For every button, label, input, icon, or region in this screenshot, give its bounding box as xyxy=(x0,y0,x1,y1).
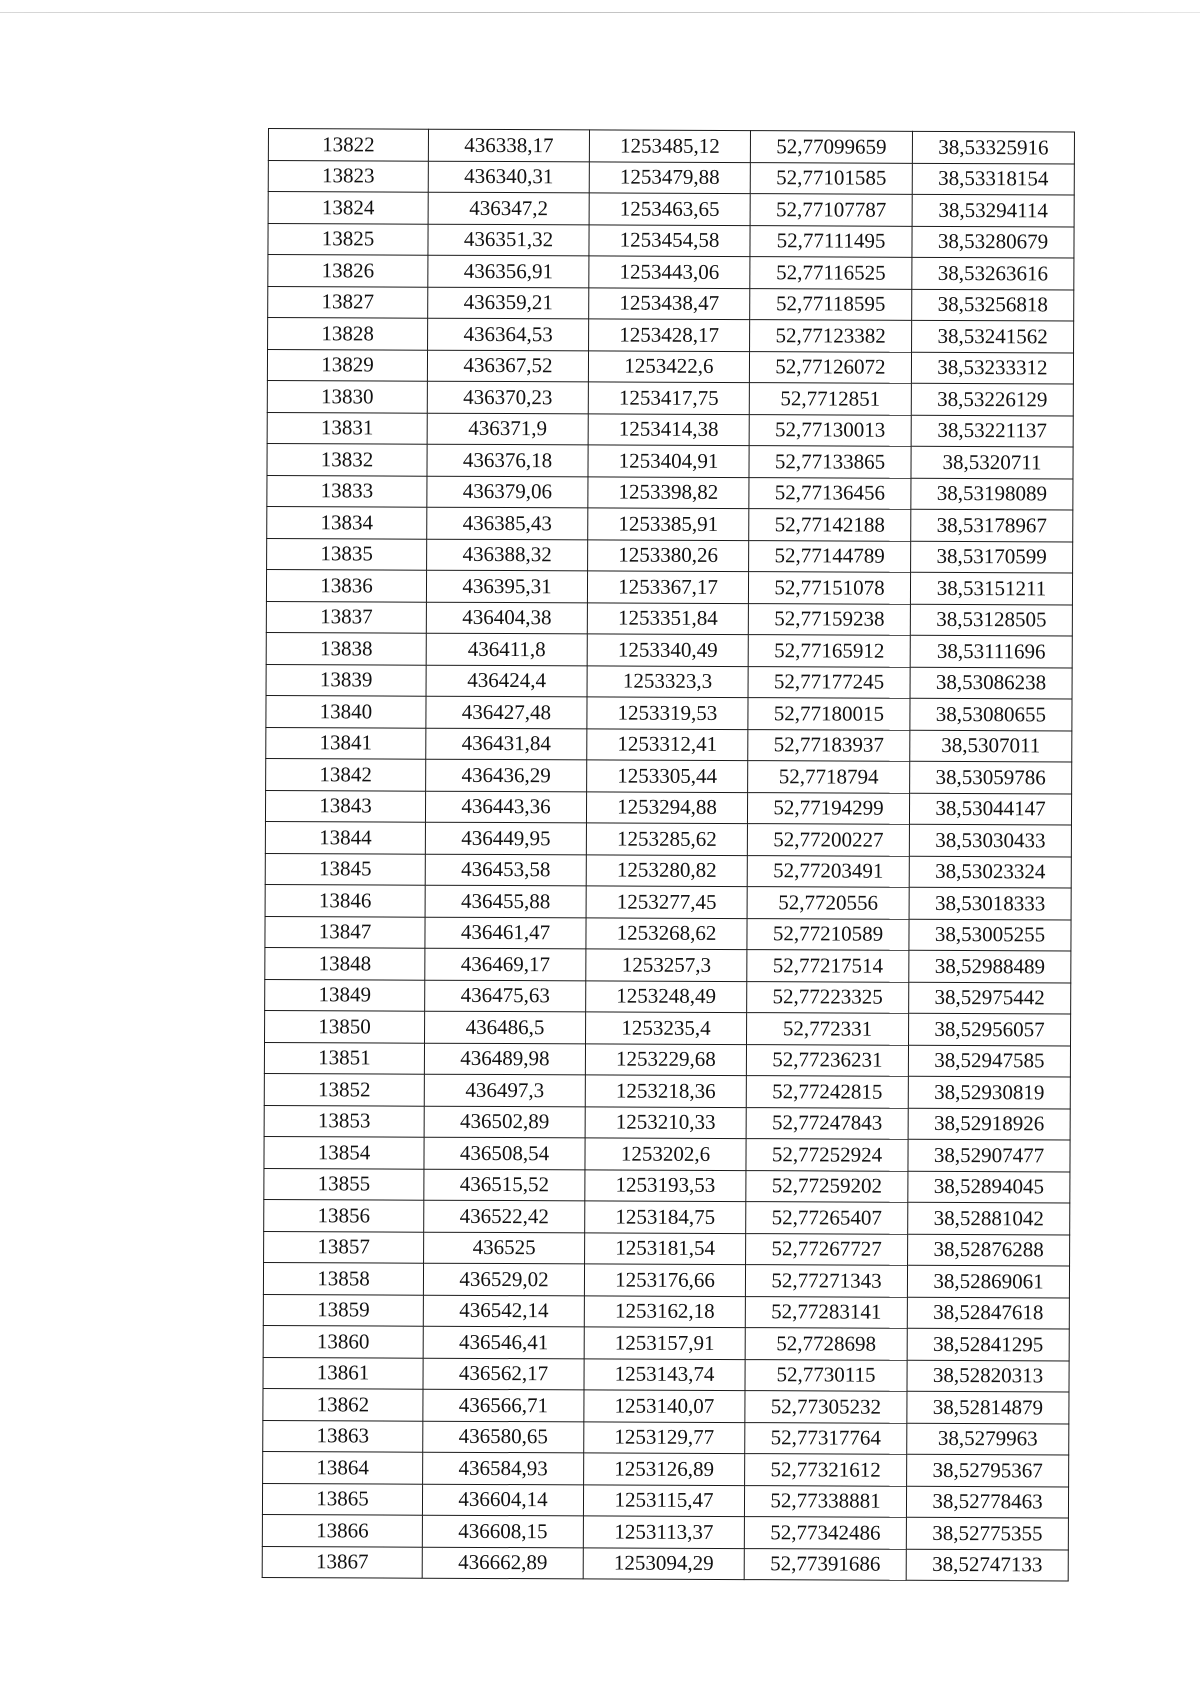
longitude-cell: 38,52747133 xyxy=(906,1549,1068,1581)
latitude-cell: 52,77203491 xyxy=(747,855,909,887)
table-row xyxy=(264,1199,1070,1234)
y-coordinate-cell: 1253181,54 xyxy=(585,1232,746,1264)
latitude-cell: 52,77321612 xyxy=(745,1454,907,1486)
longitude-cell: 38,52956057 xyxy=(909,1013,1071,1045)
y-coordinate-cell: 1253126,89 xyxy=(584,1453,745,1485)
y-coordinate-cell: 1253294,88 xyxy=(586,791,747,823)
table-row xyxy=(266,727,1072,762)
longitude-cell: 38,53030433 xyxy=(909,824,1071,856)
longitude-cell: 38,5307011 xyxy=(910,730,1072,762)
table-row xyxy=(267,380,1073,415)
table-row xyxy=(266,569,1072,604)
y-coordinate-cell: 1253285,62 xyxy=(586,823,747,855)
latitude-cell: 52,77210589 xyxy=(747,918,909,950)
longitude-cell: 38,53198089 xyxy=(911,478,1073,510)
longitude-cell: 38,53318154 xyxy=(912,163,1074,195)
longitude-cell: 38,5279963 xyxy=(907,1423,1069,1455)
y-coordinate-cell: 1253323,3 xyxy=(587,665,748,697)
table-row xyxy=(265,884,1071,919)
coordinates-sheet xyxy=(262,128,1074,1582)
x-coordinate-cell: 436453,58 xyxy=(425,854,586,886)
table-row xyxy=(263,1388,1069,1423)
point-number-cell: 13858 xyxy=(263,1262,423,1294)
y-coordinate-cell: 1253113,37 xyxy=(583,1516,744,1548)
longitude-cell: 38,52918926 xyxy=(908,1108,1070,1140)
longitude-cell: 38,53059786 xyxy=(910,761,1072,793)
x-coordinate-cell: 436431,84 xyxy=(426,728,587,760)
y-coordinate-cell: 1253380,26 xyxy=(588,539,749,571)
longitude-cell: 38,53086238 xyxy=(910,667,1072,699)
point-number-cell: 13826 xyxy=(268,255,428,287)
point-number-cell: 13834 xyxy=(267,506,427,538)
latitude-cell: 52,77116525 xyxy=(750,257,912,289)
y-coordinate-cell: 1253479,88 xyxy=(589,161,750,193)
longitude-cell: 38,53005255 xyxy=(909,919,1071,951)
y-coordinate-cell: 1253485,12 xyxy=(589,130,750,162)
latitude-cell: 52,77111495 xyxy=(750,225,912,257)
x-coordinate-cell: 436489,98 xyxy=(424,1043,585,1075)
x-coordinate-cell: 436522,42 xyxy=(424,1200,585,1232)
y-coordinate-cell: 1253351,84 xyxy=(587,602,748,634)
longitude-cell: 38,53023324 xyxy=(909,856,1071,888)
y-coordinate-cell: 1253157,91 xyxy=(584,1327,745,1359)
x-coordinate-cell: 436604,14 xyxy=(422,1484,583,1516)
point-number-cell: 13867 xyxy=(262,1546,422,1578)
latitude-cell: 52,77144789 xyxy=(749,540,911,572)
x-coordinate-cell: 436469,17 xyxy=(425,948,586,980)
longitude-cell: 38,53241562 xyxy=(912,320,1074,352)
longitude-cell: 38,53018333 xyxy=(909,887,1071,919)
point-number-cell: 13838 xyxy=(266,632,426,664)
x-coordinate-cell: 436404,38 xyxy=(426,602,587,634)
x-coordinate-cell: 436347,2 xyxy=(428,192,589,224)
y-coordinate-cell: 1253428,17 xyxy=(589,319,750,351)
coordinates-table-body xyxy=(262,129,1074,1582)
x-coordinate-cell: 436356,91 xyxy=(428,255,589,287)
y-coordinate-cell: 1253140,07 xyxy=(584,1390,745,1422)
table-row xyxy=(263,1451,1069,1486)
point-number-cell: 13842 xyxy=(266,758,426,790)
x-coordinate-cell: 436608,15 xyxy=(422,1515,583,1547)
table-row xyxy=(263,1294,1069,1329)
table-row xyxy=(264,1105,1070,1140)
x-coordinate-cell: 436385,43 xyxy=(427,507,588,539)
point-number-cell: 13851 xyxy=(264,1042,424,1074)
table-row xyxy=(264,1042,1070,1077)
point-number-cell: 13855 xyxy=(264,1168,424,1200)
longitude-cell: 38,52988489 xyxy=(909,950,1071,982)
table-row xyxy=(262,1514,1068,1549)
x-coordinate-cell: 436351,32 xyxy=(428,224,589,256)
x-coordinate-cell: 436529,02 xyxy=(423,1263,584,1295)
point-number-cell: 13843 xyxy=(265,790,425,822)
x-coordinate-cell: 436427,48 xyxy=(426,696,587,728)
table-row xyxy=(262,1483,1068,1518)
y-coordinate-cell: 1253280,82 xyxy=(586,854,747,886)
latitude-cell: 52,77252924 xyxy=(746,1139,908,1171)
point-number-cell: 13863 xyxy=(263,1420,423,1452)
longitude-cell: 38,53294114 xyxy=(912,194,1074,226)
table-row xyxy=(268,129,1074,164)
x-coordinate-cell: 436388,32 xyxy=(427,539,588,571)
table-row xyxy=(266,695,1072,730)
point-number-cell: 13854 xyxy=(264,1136,424,1168)
point-number-cell: 13824 xyxy=(268,192,428,224)
x-coordinate-cell: 436424,4 xyxy=(426,665,587,697)
table-row xyxy=(264,1136,1070,1171)
longitude-cell: 38,53221137 xyxy=(911,415,1073,447)
table-row xyxy=(263,1325,1069,1360)
latitude-cell: 52,77151078 xyxy=(748,572,910,604)
longitude-cell: 38,53256818 xyxy=(912,289,1074,321)
y-coordinate-cell: 1253422,6 xyxy=(588,350,749,382)
longitude-cell: 38,53280679 xyxy=(912,226,1074,258)
table-row xyxy=(268,286,1074,321)
latitude-cell: 52,77338881 xyxy=(744,1485,906,1517)
y-coordinate-cell: 1253184,75 xyxy=(585,1201,746,1233)
latitude-cell: 52,7720556 xyxy=(747,887,909,919)
x-coordinate-cell: 436379,06 xyxy=(427,476,588,508)
table-row xyxy=(267,412,1073,447)
point-number-cell: 13848 xyxy=(265,947,425,979)
table-row xyxy=(265,947,1071,982)
point-number-cell: 13844 xyxy=(265,821,425,853)
table-row xyxy=(268,192,1074,227)
point-number-cell: 13850 xyxy=(265,1010,425,1042)
point-number-cell: 13853 xyxy=(264,1105,424,1137)
latitude-cell: 52,77267727 xyxy=(746,1233,908,1265)
point-number-cell: 13832 xyxy=(267,443,427,475)
x-coordinate-cell: 436584,93 xyxy=(423,1452,584,1484)
x-coordinate-cell: 436455,88 xyxy=(425,885,586,917)
point-number-cell: 13864 xyxy=(263,1451,423,1483)
point-number-cell: 13862 xyxy=(263,1388,423,1420)
latitude-cell: 52,77101585 xyxy=(750,162,912,194)
table-row xyxy=(263,1262,1069,1297)
latitude-cell: 52,77317764 xyxy=(745,1422,907,1454)
x-coordinate-cell: 436340,31 xyxy=(428,161,589,193)
x-coordinate-cell: 436449,95 xyxy=(425,822,586,854)
y-coordinate-cell: 1253235,4 xyxy=(586,1012,747,1044)
longitude-cell: 38,53226129 xyxy=(911,383,1073,415)
y-coordinate-cell: 1253115,47 xyxy=(583,1484,744,1516)
point-number-cell: 13857 xyxy=(264,1231,424,1263)
longitude-cell: 38,52775355 xyxy=(906,1517,1068,1549)
table-row xyxy=(262,1546,1068,1581)
table-row xyxy=(265,979,1071,1014)
latitude-cell: 52,77391686 xyxy=(744,1548,906,1580)
longitude-cell: 38,5320711 xyxy=(911,446,1073,478)
point-number-cell: 13866 xyxy=(262,1514,422,1546)
table-row xyxy=(263,1420,1069,1455)
y-coordinate-cell: 1253454,58 xyxy=(589,224,750,256)
y-coordinate-cell: 1253438,47 xyxy=(589,287,750,319)
y-coordinate-cell: 1253340,49 xyxy=(587,634,748,666)
latitude-cell: 52,7718794 xyxy=(748,761,910,793)
point-number-cell: 13852 xyxy=(264,1073,424,1105)
longitude-cell: 38,53178967 xyxy=(911,509,1073,541)
table-row xyxy=(268,223,1074,258)
longitude-cell: 38,53170599 xyxy=(911,541,1073,573)
latitude-cell: 52,77223325 xyxy=(747,981,909,1013)
x-coordinate-cell: 436364,53 xyxy=(428,318,589,350)
y-coordinate-cell: 1253218,36 xyxy=(585,1075,746,1107)
table-row xyxy=(265,853,1071,888)
longitude-cell: 38,53233312 xyxy=(911,352,1073,384)
longitude-cell: 38,52947585 xyxy=(908,1045,1070,1077)
point-number-cell: 13856 xyxy=(264,1199,424,1231)
x-coordinate-cell: 436562,17 xyxy=(423,1358,584,1390)
x-coordinate-cell: 436502,89 xyxy=(424,1106,585,1138)
point-number-cell: 13822 xyxy=(268,129,428,161)
point-number-cell: 13831 xyxy=(267,412,427,444)
y-coordinate-cell: 1253398,82 xyxy=(588,476,749,508)
point-number-cell: 13840 xyxy=(266,695,426,727)
x-coordinate-cell: 436436,29 xyxy=(426,759,587,791)
latitude-cell: 52,7730115 xyxy=(745,1359,907,1391)
table-row xyxy=(264,1231,1070,1266)
point-number-cell: 13835 xyxy=(267,538,427,570)
point-number-cell: 13830 xyxy=(267,380,427,412)
longitude-cell: 38,53263616 xyxy=(912,257,1074,289)
point-number-cell: 13847 xyxy=(265,916,425,948)
table-row xyxy=(268,318,1074,353)
y-coordinate-cell: 1253319,53 xyxy=(587,697,748,729)
latitude-cell: 52,77180015 xyxy=(748,698,910,730)
latitude-cell: 52,77305232 xyxy=(745,1391,907,1423)
table-row xyxy=(264,1168,1070,1203)
x-coordinate-cell: 436525 xyxy=(424,1232,585,1264)
y-coordinate-cell: 1253268,62 xyxy=(586,917,747,949)
y-coordinate-cell: 1253414,38 xyxy=(588,413,749,445)
y-coordinate-cell: 1253367,17 xyxy=(587,571,748,603)
longitude-cell: 38,52930819 xyxy=(908,1076,1070,1108)
latitude-cell: 52,772331 xyxy=(747,1013,909,1045)
x-coordinate-cell: 436580,65 xyxy=(423,1421,584,1453)
latitude-cell: 52,77123382 xyxy=(750,320,912,352)
latitude-cell: 52,77194299 xyxy=(747,792,909,824)
longitude-cell: 38,52795367 xyxy=(907,1454,1069,1486)
latitude-cell: 52,77136456 xyxy=(749,477,911,509)
table-row xyxy=(267,349,1073,384)
latitude-cell: 52,77265407 xyxy=(746,1202,908,1234)
x-coordinate-cell: 436475,63 xyxy=(425,980,586,1012)
longitude-cell: 38,53080655 xyxy=(910,698,1072,730)
x-coordinate-cell: 436508,54 xyxy=(424,1137,585,1169)
y-coordinate-cell: 1253162,18 xyxy=(584,1295,745,1327)
latitude-cell: 52,77342486 xyxy=(744,1517,906,1549)
scan-edge-line xyxy=(0,12,1200,13)
latitude-cell: 52,77142188 xyxy=(749,509,911,541)
latitude-cell: 52,77217514 xyxy=(747,950,909,982)
y-coordinate-cell: 1253312,41 xyxy=(587,728,748,760)
y-coordinate-cell: 1253129,77 xyxy=(584,1421,745,1453)
latitude-cell: 52,77247843 xyxy=(746,1107,908,1139)
y-coordinate-cell: 1253193,53 xyxy=(585,1169,746,1201)
point-number-cell: 13839 xyxy=(266,664,426,696)
latitude-cell: 52,7712851 xyxy=(749,383,911,415)
longitude-cell: 38,52847618 xyxy=(907,1297,1069,1329)
table-row xyxy=(267,443,1073,478)
latitude-cell: 52,77099659 xyxy=(750,131,912,163)
table-row xyxy=(266,758,1072,793)
latitude-cell: 52,7728698 xyxy=(745,1328,907,1360)
longitude-cell: 38,52869061 xyxy=(907,1265,1069,1297)
latitude-cell: 52,77200227 xyxy=(747,824,909,856)
x-coordinate-cell: 436367,52 xyxy=(427,350,588,382)
latitude-cell: 52,77133865 xyxy=(749,446,911,478)
latitude-cell: 52,77165912 xyxy=(748,635,910,667)
point-number-cell: 13841 xyxy=(266,727,426,759)
x-coordinate-cell: 436515,52 xyxy=(424,1169,585,1201)
latitude-cell: 52,77177245 xyxy=(748,666,910,698)
y-coordinate-cell: 1253210,33 xyxy=(585,1106,746,1138)
latitude-cell: 52,77271343 xyxy=(745,1265,907,1297)
table-row xyxy=(266,632,1072,667)
point-number-cell: 13845 xyxy=(265,853,425,885)
point-number-cell: 13837 xyxy=(266,601,426,633)
y-coordinate-cell: 1253143,74 xyxy=(584,1358,745,1390)
y-coordinate-cell: 1253404,91 xyxy=(588,445,749,477)
table-row xyxy=(266,664,1072,699)
coordinates-table xyxy=(262,128,1075,1582)
x-coordinate-cell: 436443,36 xyxy=(425,791,586,823)
x-coordinate-cell: 436370,23 xyxy=(427,381,588,413)
longitude-cell: 38,53128505 xyxy=(910,604,1072,636)
longitude-cell: 38,53151211 xyxy=(910,572,1072,604)
y-coordinate-cell: 1253229,68 xyxy=(585,1043,746,1075)
x-coordinate-cell: 436546,41 xyxy=(423,1326,584,1358)
y-coordinate-cell: 1253443,06 xyxy=(589,256,750,288)
longitude-cell: 38,52820313 xyxy=(907,1360,1069,1392)
table-row xyxy=(268,160,1074,195)
y-coordinate-cell: 1253257,3 xyxy=(586,949,747,981)
point-number-cell: 13861 xyxy=(263,1357,423,1389)
table-row xyxy=(267,475,1073,510)
x-coordinate-cell: 436662,89 xyxy=(422,1547,583,1579)
y-coordinate-cell: 1253463,65 xyxy=(589,193,750,225)
latitude-cell: 52,77183937 xyxy=(748,729,910,761)
point-number-cell: 13823 xyxy=(268,160,428,192)
table-row xyxy=(267,506,1073,541)
y-coordinate-cell: 1253094,29 xyxy=(583,1547,744,1579)
y-coordinate-cell: 1253417,75 xyxy=(588,382,749,414)
x-coordinate-cell: 436338,17 xyxy=(428,129,589,161)
longitude-cell: 38,52814879 xyxy=(907,1391,1069,1423)
x-coordinate-cell: 436395,31 xyxy=(426,570,587,602)
point-number-cell: 13860 xyxy=(263,1325,423,1357)
x-coordinate-cell: 436359,21 xyxy=(428,287,589,319)
table-row xyxy=(268,255,1074,290)
longitude-cell: 38,52975442 xyxy=(909,982,1071,1014)
point-number-cell: 13865 xyxy=(262,1483,422,1515)
table-row xyxy=(265,916,1071,951)
table-row xyxy=(263,1357,1069,1392)
y-coordinate-cell: 1253277,45 xyxy=(586,886,747,918)
x-coordinate-cell: 436371,9 xyxy=(427,413,588,445)
point-number-cell: 13827 xyxy=(268,286,428,318)
latitude-cell: 52,77283141 xyxy=(745,1296,907,1328)
point-number-cell: 13836 xyxy=(266,569,426,601)
point-number-cell: 13829 xyxy=(267,349,427,381)
latitude-cell: 52,77118595 xyxy=(750,288,912,320)
y-coordinate-cell: 1253305,44 xyxy=(587,760,748,792)
x-coordinate-cell: 436411,8 xyxy=(426,633,587,665)
latitude-cell: 52,77259202 xyxy=(746,1170,908,1202)
x-coordinate-cell: 436542,14 xyxy=(423,1295,584,1327)
longitude-cell: 38,52876288 xyxy=(908,1234,1070,1266)
table-row xyxy=(266,601,1072,636)
longitude-cell: 38,53044147 xyxy=(909,793,1071,825)
table-row xyxy=(264,1073,1070,1108)
x-coordinate-cell: 436497,3 xyxy=(424,1074,585,1106)
latitude-cell: 52,77159238 xyxy=(748,603,910,635)
longitude-cell: 38,52841295 xyxy=(907,1328,1069,1360)
point-number-cell: 13849 xyxy=(265,979,425,1011)
x-coordinate-cell: 436461,47 xyxy=(425,917,586,949)
table-row xyxy=(267,538,1073,573)
latitude-cell: 52,77242815 xyxy=(746,1076,908,1108)
point-number-cell: 13859 xyxy=(263,1294,423,1326)
table-row xyxy=(265,1010,1071,1045)
point-number-cell: 13846 xyxy=(265,884,425,916)
x-coordinate-cell: 436566,71 xyxy=(423,1389,584,1421)
longitude-cell: 38,52778463 xyxy=(906,1486,1068,1518)
y-coordinate-cell: 1253176,66 xyxy=(584,1264,745,1296)
y-coordinate-cell: 1253385,91 xyxy=(588,508,749,540)
point-number-cell: 13825 xyxy=(268,223,428,255)
y-coordinate-cell: 1253248,49 xyxy=(586,980,747,1012)
longitude-cell: 38,52907477 xyxy=(908,1139,1070,1171)
latitude-cell: 52,77107787 xyxy=(750,194,912,226)
longitude-cell: 38,52881042 xyxy=(908,1202,1070,1234)
latitude-cell: 52,77130013 xyxy=(749,414,911,446)
longitude-cell: 38,53111696 xyxy=(910,635,1072,667)
y-coordinate-cell: 1253202,6 xyxy=(585,1138,746,1170)
point-number-cell: 13828 xyxy=(268,318,428,350)
point-number-cell: 13833 xyxy=(267,475,427,507)
latitude-cell: 52,77126072 xyxy=(749,351,911,383)
x-coordinate-cell: 436486,5 xyxy=(425,1011,586,1043)
table-row xyxy=(265,790,1071,825)
longitude-cell: 38,52894045 xyxy=(908,1171,1070,1203)
longitude-cell: 38,53325916 xyxy=(912,131,1074,163)
latitude-cell: 52,77236231 xyxy=(746,1044,908,1076)
table-row xyxy=(265,821,1071,856)
x-coordinate-cell: 436376,18 xyxy=(427,444,588,476)
